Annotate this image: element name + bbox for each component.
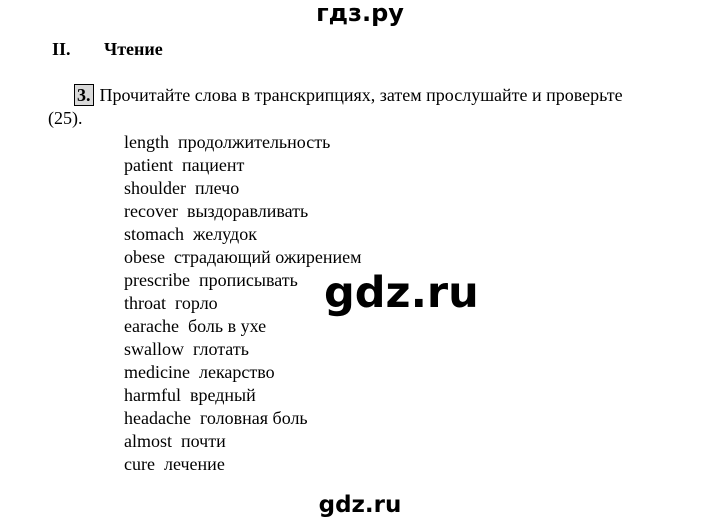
task-number-badge: 3. [74,84,94,106]
list-item [124,131,362,154]
list-item [124,384,362,407]
english-word: patient [124,155,173,175]
list-item [124,177,362,200]
list-item [124,246,362,269]
english-word: shoulder [124,178,186,198]
english-word: earache [124,316,179,336]
list-item [124,154,362,177]
list-item [124,407,362,430]
russian-translation: желудок [193,224,257,244]
section-heading [52,38,163,60]
english-word: throat [124,293,166,313]
english-word: medicine [124,362,190,382]
english-word: prescribe [124,270,190,290]
english-word: headache [124,408,191,428]
list-item [124,223,362,246]
section-number: II. [52,39,71,59]
site-footer: gdz.ru [318,492,402,518]
english-word: cure [124,454,155,474]
list-item [124,361,362,384]
russian-translation: пациент [181,155,245,175]
russian-translation: горло [175,293,218,313]
russian-translation: выздоравливать [186,201,309,221]
english-word: almost [124,431,172,451]
russian-translation: головная боль [199,408,308,428]
english-word: harmful [124,385,181,405]
list-item [124,453,362,476]
english-word: length [124,132,169,152]
russian-translation: прописывать [198,270,298,290]
russian-translation: продолжительность [178,132,331,152]
english-word: obese [124,247,165,267]
section-title: Чтение [104,39,163,59]
list-item [124,430,362,453]
russian-translation: лечение [163,454,225,474]
task-text-line2: (25). [48,108,83,128]
russian-translation: боль в ухе [187,316,267,336]
russian-translation: вредный [189,385,256,405]
russian-translation: лекарство [198,362,275,382]
russian-translation: плечо [195,178,240,198]
list-item [124,200,362,223]
russian-translation: страдающий ожирением [173,247,362,267]
russian-translation: почти [181,431,226,451]
english-word: swallow [124,339,184,359]
russian-translation: глотать [193,339,249,359]
task-text-line1: Прочитайте слова в транскрипциях, затем прослушайте и проверьте [99,85,623,105]
list-item [124,338,362,361]
list-item [124,315,362,338]
site-header: гдз.ру [316,0,404,27]
watermark: gdz.ru [324,268,479,318]
english-word: stomach [124,224,184,244]
english-word: recover [124,201,178,221]
task-instruction [48,84,698,130]
